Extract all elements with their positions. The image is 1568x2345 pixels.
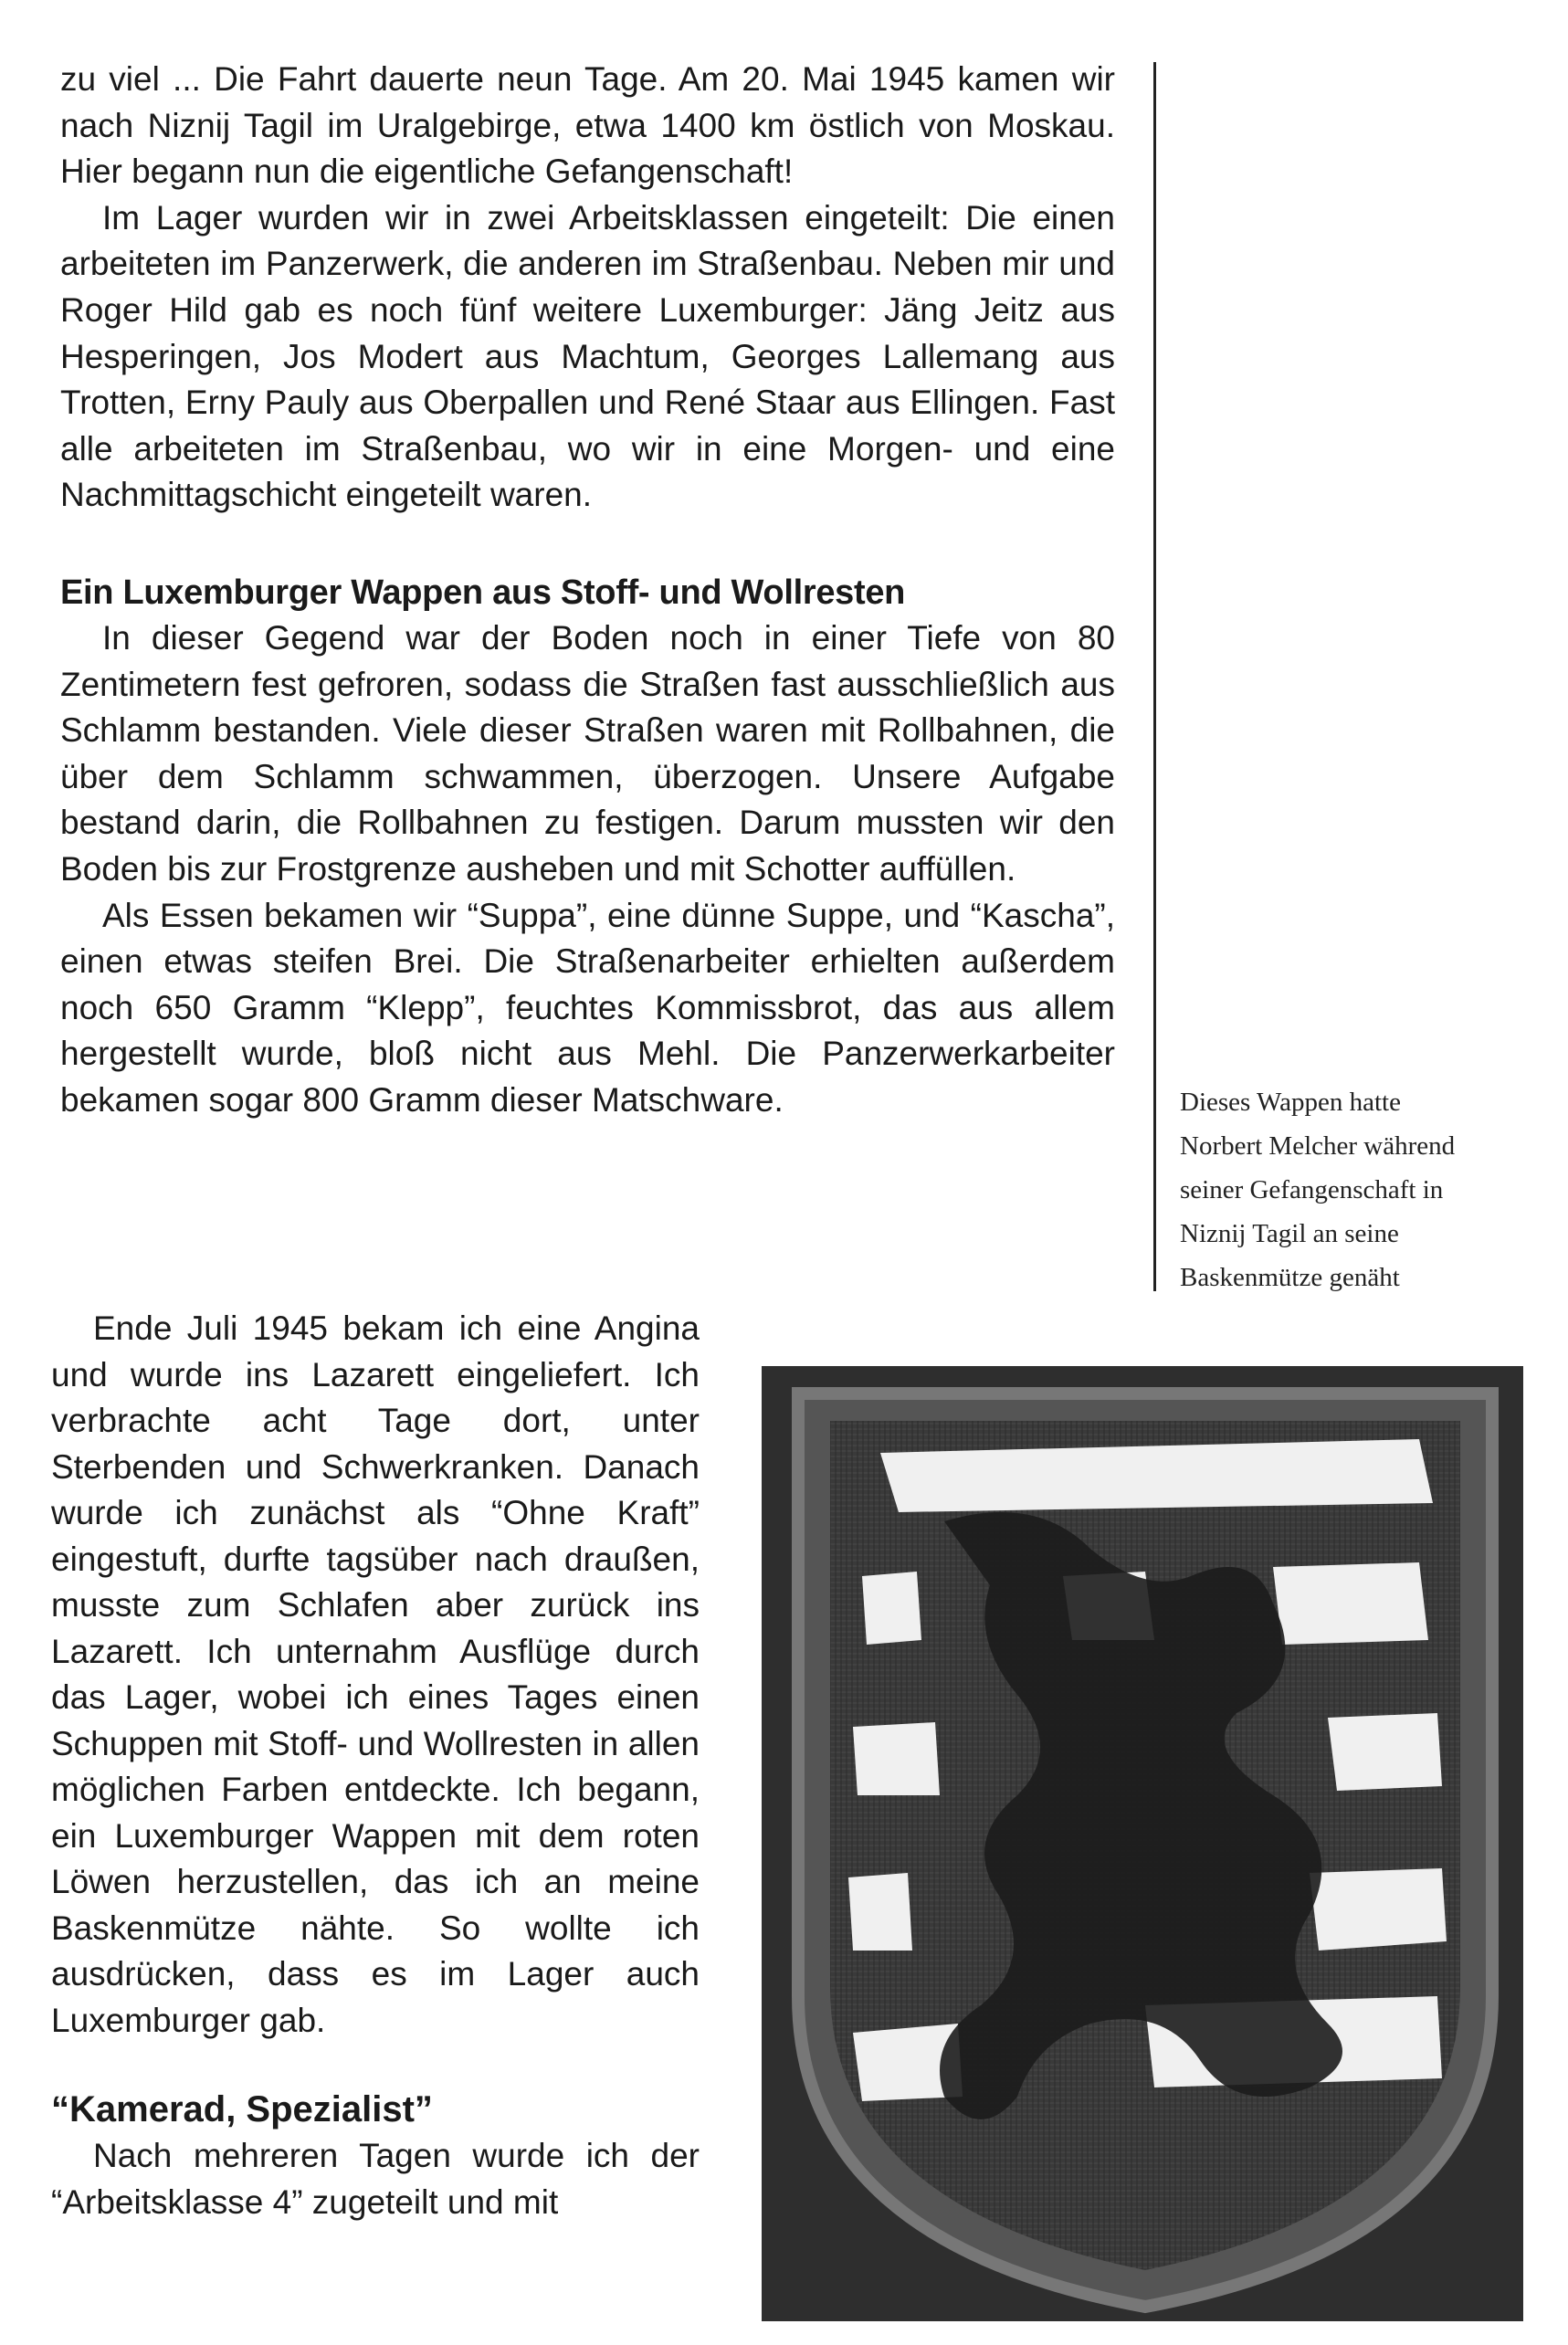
column-divider: [1153, 62, 1156, 1291]
photo-caption: [1180, 1080, 1527, 1299]
narrow-column: [51, 1306, 700, 2225]
embroidered-wappen-image: [762, 1366, 1523, 2321]
main-column: [60, 57, 1115, 1123]
section-heading-kamerad: “Kamerad, Spezialist”: [51, 2089, 433, 2129]
caption-line: Dieses Wappen hatte: [1180, 1088, 1401, 1117]
coat-of-arms-photo: [762, 1366, 1523, 2321]
caption-line: Baskenmütze genäht: [1180, 1263, 1400, 1292]
caption-line: Norbert Melcher während: [1180, 1131, 1456, 1161]
caption-line: seiner Gefangenschaft in: [1180, 1175, 1444, 1204]
section-heading-wappen: Ein Luxemburger Wappen aus Stoff- und Wollresten: [60, 573, 906, 612]
caption-line: Niznij Tagil an seine: [1180, 1219, 1399, 1248]
paragraph-work-classes: Im Lager wurden wir in zwei Arbeitsklassen eingeteilt: Die einen arbeiteten im Panzerwerk, die anderen im Straßenbau. Neben mir und Roger Hild gab es noch fünf weitere Luxemburger: Jäng Jeitz aus Hesperingen, Jos Modert aus Machtum, Georges Lallemang aus Trotten, Erny Pauly aus Oberpallen und René Staar aus Ellingen. Fast alle arbeiteten im Straßenbau, wo wir in eine Morgen- und eine Nachmittagschicht eingeteilt waren.: [60, 198, 1115, 514]
paragraph-food: Als Essen bekamen wir “Suppa”, eine dünne Suppe, und “Kascha”, einen etwas steifen Brei. Die Straßenarbeiter erhielten außerdem noch 650 Gramm “Klepp”, feuchtes Kommissbrot, das aus allem hergestellt wurde, bloß nicht aus Mehl. Die Panzerwerkarbeiter bekamen sogar 800 Gramm dieser Matschware.: [60, 896, 1115, 1119]
paragraph-arbeitsklasse: Nach mehreren Tagen wurde ich der “Arbeitsklasse 4” zugeteilt und mit: [51, 2137, 700, 2221]
paragraph-lazarett: Ende Juli 1945 bekam ich eine Angina und wurde ins Lazarett eingeliefert. Ich verbrachte acht Tage dort, unter Sterbenden und Schwerkranken. Danach wurde ich zunächst als “Ohne Kraft” eingestuft, durfte tagsüber nach draußen, musste zum Schlafen aber zurück ins Lazarett. Ich unternahm Ausflüge durch das Lager, wobei ich eines Tages einen Schuppen mit Stoff- und Wollresten in allen möglichen Farben entdeckte. Ich begann, ein Luxemburger Wappen mit dem roten Löwen herzustellen, das ich an meine Baskenmütze nähte. So wollte ich ausdrücken, dass es im Lager auch Luxemburger gab.: [51, 1309, 700, 2039]
paragraph-frozen-ground: In dieser Gegend war der Boden noch in einer Tiefe von 80 Zentimetern fest gefroren, sodass die Straßen fast ausschließlich aus Schlamm bestanden. Viele dieser Straßen waren mit Rollbahnen, die über dem Schlamm schwammen, überzogen. Unsere Aufgabe bestand darin, die Rollbahnen zu festigen. Darum mussten wir den Boden bis zur Frostgrenze ausheben und mit Schotter auffüllen.: [60, 618, 1115, 888]
paragraph-intro: zu viel ... Die Fahrt dauerte neun Tage. Am 20. Mai 1945 kamen wir nach Niznij Tagil im Uralgebirge, etwa 1400 km östlich von Moskau. Hier begann nun die eigentliche Gefangenschaft!: [60, 60, 1115, 191]
